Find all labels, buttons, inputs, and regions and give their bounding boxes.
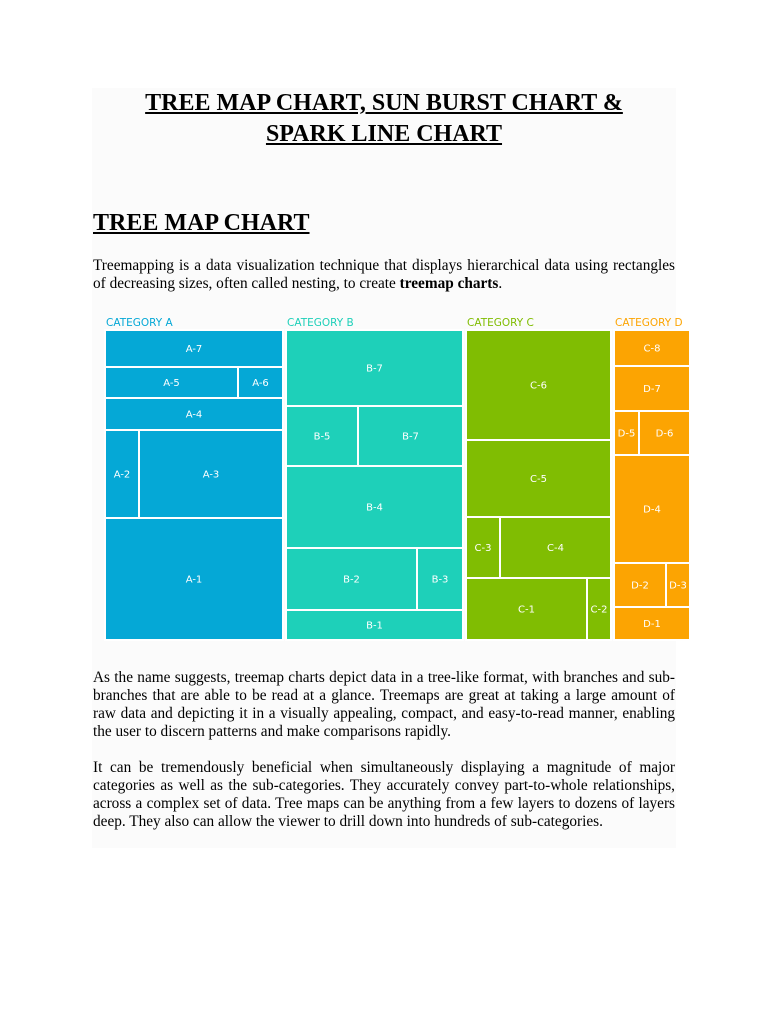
- treemap-cell-label-b-2: B-2: [343, 574, 360, 586]
- section-heading: TREE MAP CHART: [93, 210, 310, 236]
- treemap-svg: [100, 310, 692, 644]
- intro-suffix: .: [498, 275, 503, 292]
- treemap-cell-label-d-3: D-3: [669, 580, 687, 592]
- category-c-label: CATEGORY C: [467, 317, 534, 329]
- treemap-cell-label-a-5: A-5: [163, 378, 180, 389]
- treemap-cell-label-c-1: C-1: [518, 604, 535, 616]
- intro-bold-term: treemap charts: [399, 275, 499, 292]
- treemap-cell-label-c-4: C-4: [547, 543, 564, 554]
- treemap-cell-label-a-4: A-4: [185, 409, 203, 421]
- treemap-cell-label-b-3: B-3: [431, 574, 449, 586]
- treemap-cell-label-d-7: D-7: [643, 384, 661, 395]
- treemap-cell-label-b-7: B-7: [402, 431, 419, 443]
- paragraph-1: As the name suggests, treemap charts depict data in a tree-like format, with branches and sub-branches that are able to be read at a glance. Treemaps are great at taking a large amount of raw data and depicting it in a visually appealing, compact, and easy-to-read manner, enabling the user to discern patterns and make comparisons rapidly.: [93, 669, 675, 740]
- treemap-cell-label-c-2: C-2: [590, 604, 608, 616]
- treemap-cell-label-d-2: D-2: [631, 580, 649, 592]
- treemap-cell-label-c-6: C-6: [530, 380, 547, 392]
- treemap-cell-label-d-5: D-5: [617, 428, 636, 440]
- treemap-cell-label-c-3: C-3: [474, 543, 492, 554]
- treemap-cell-label-b-5: B-5: [313, 431, 331, 443]
- intro-paragraph: [93, 257, 675, 293]
- category-b-label: CATEGORY B: [287, 317, 354, 329]
- treemap-cell-label-a-2: A-2: [113, 469, 131, 481]
- treemap-cell-label-d-6: D-6: [655, 428, 674, 440]
- treemap-cell-label-b-7: B-7: [366, 363, 383, 375]
- treemap-cell-label-a-1: A-1: [185, 574, 203, 586]
- treemap-cell-label-c-8: C-8: [643, 343, 661, 355]
- treemap-cell-label-b-4: B-4: [366, 502, 383, 514]
- treemap-cell-label-d-1: D-1: [643, 619, 661, 630]
- paragraph-2: It can be tremendously beneficial when simultaneously displaying a magnitude of major categories as well as the sub-categories. They accurately convey part-to-whole relationships, across a complex set of data. Tree maps can be anything from a few layers to dozens of layers deep. They also can allow the viewer to drill down into hundreds of sub-categories.: [93, 759, 675, 830]
- treemap-chart: [100, 310, 692, 644]
- title-line-1: TREE MAP CHART, SUN BURST CHART &: [145, 90, 623, 116]
- treemap-cell-label-d-4: D-4: [643, 504, 661, 516]
- category-d-label: CATEGORY D: [615, 317, 683, 329]
- intro-text: Treemapping is a data visualization technique that displays hierarchical data using rectangles of decreasing sizes, often called nesting, to create: [93, 257, 675, 292]
- treemap-cell-label-a-6: A-6: [252, 378, 269, 389]
- treemap-cell-label-b-1: B-1: [366, 620, 383, 632]
- document-title: [60, 88, 708, 150]
- treemap-cell-label-a-3: A-3: [202, 469, 220, 481]
- treemap-cell-label-c-5: C-5: [530, 474, 547, 485]
- category-a-label: CATEGORY A: [106, 317, 173, 329]
- title-line-2: SPARK LINE CHART: [265, 121, 503, 147]
- treemap-cell-label-a-7: A-7: [185, 344, 203, 355]
